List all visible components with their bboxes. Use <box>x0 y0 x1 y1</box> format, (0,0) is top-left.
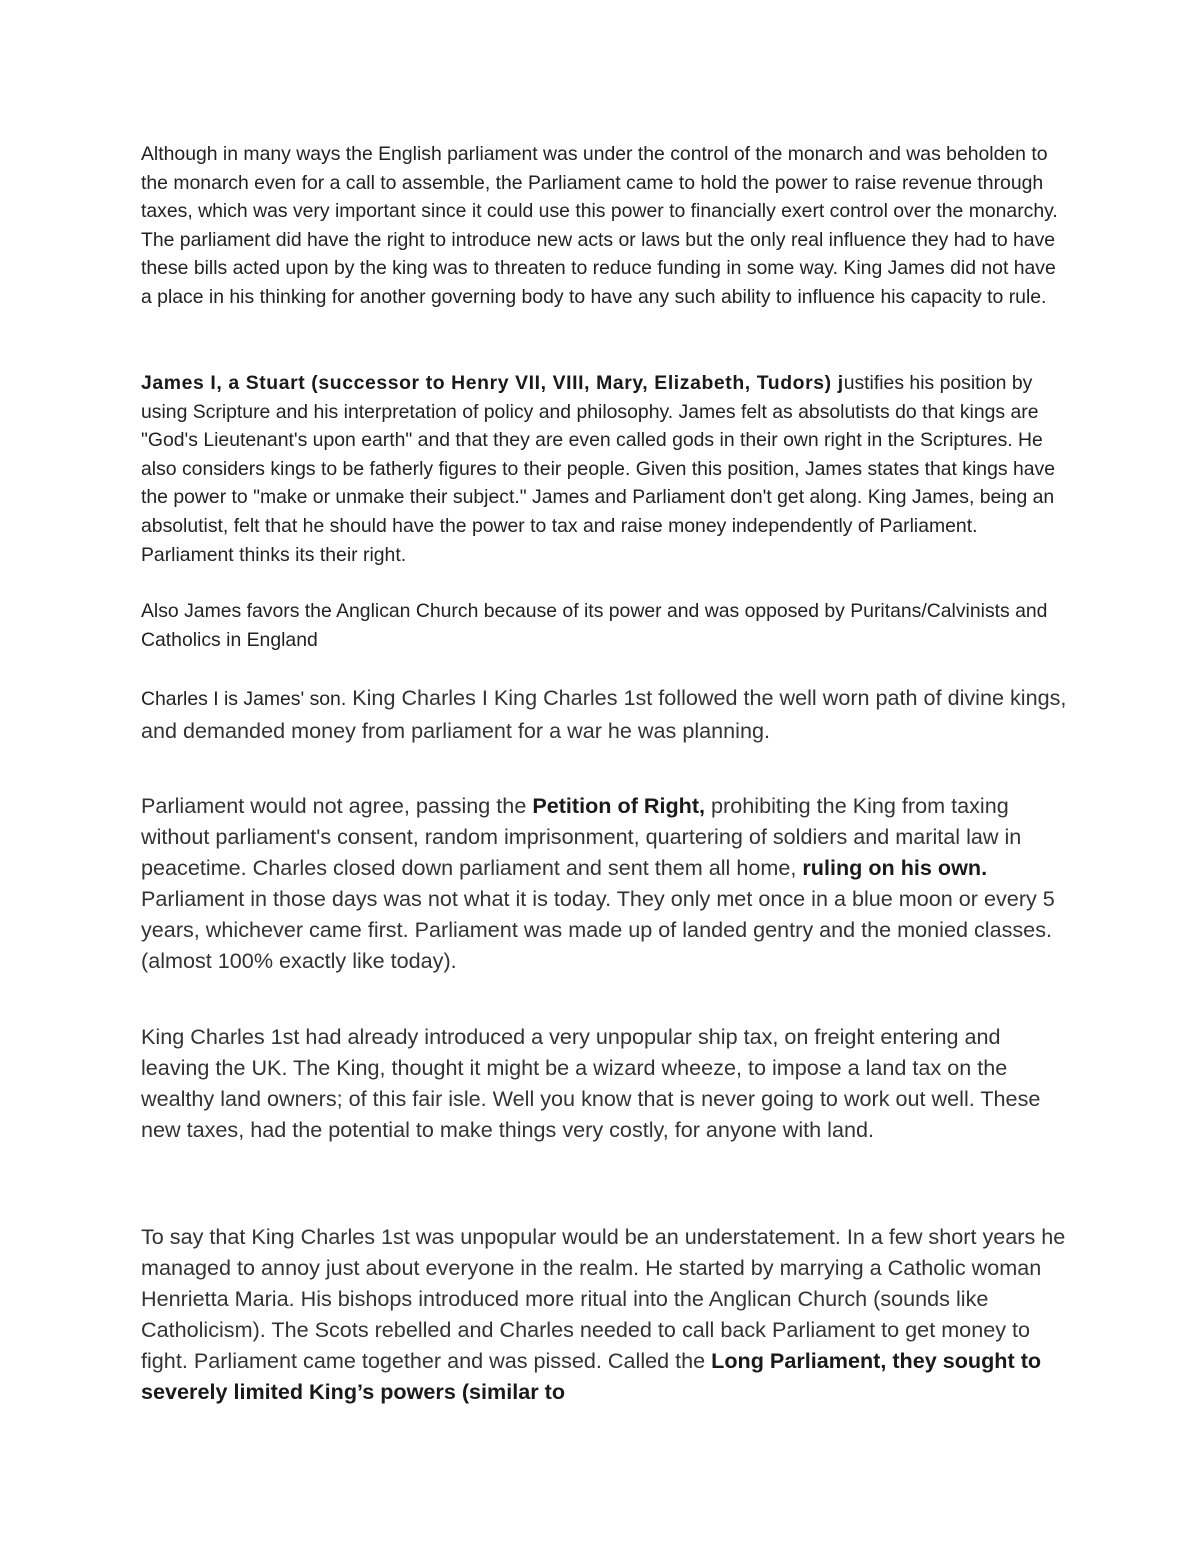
paragraph-unpopular-charles <box>141 1221 1071 1407</box>
james-i-text: ustifies his position by using Scripture and his interpretation of policy and philosophy. James felt as absolutists do that kings are "God's Lieutenant's upon earth" and that they are even called gods in their own right in the Scriptures. He also considers kings to be fatherly figures to their people. Given this position, James states that kings have the power to "make or unmake their subject." James and Parliament don't get along. King James, being an absolutist, felt that he should have the power to tax and raise money independently of Parliament. Parliament thinks its their right. <box>141 372 1056 566</box>
paragraph-anglican-church <box>141 597 1071 654</box>
charles-i-text: King Charles I King Charles 1st followed the well worn path of divine kings, and demanded money from parliament for a war he was planning. <box>141 685 1067 743</box>
paragraph-ship-tax <box>141 1021 1071 1145</box>
ruling-on-his-own-term: ruling on his own. <box>802 855 988 880</box>
paragraph-charles-i <box>141 682 1071 746</box>
long-parliament-term: Long Parliament, they sought to severely limited King’s powers (similar to <box>141 1348 1042 1404</box>
paragraph-parliament-power <box>141 140 1071 312</box>
james-i-heading: James I, a Stuart (successor to Henry VII, VIII, Mary, Elizabeth, Tudors) j <box>141 372 844 394</box>
unpopular-charles-text: To say that King Charles 1st was unpopular would be an understatement. In a few short years he managed to annoy just about everyone in the realm. He started by marrying a Catholic woman Henrietta Maria. His bishops introduced more ritual into the Anglican Church (sounds like Catholicism). The Scots rebelled and Charles needed to call back Parliament to get money to fight. Parliament came together and was pissed. Called the <box>141 1224 1066 1373</box>
petition-text-a: Parliament would not agree, passing the <box>141 793 533 818</box>
ship-tax-text: King Charles 1st had already introduced a very unpopular ship tax, on freight entering and leaving the UK. The King, thought it might be a wizard wheeze, to impose a land tax on the wealthy land owners; of this fair isle. Well you know that is never going to work out well. These new taxes, had the potential to make things very costly, for anyone with land. <box>141 1024 1041 1142</box>
paragraph-petition-of-right <box>141 790 1071 976</box>
petition-text-e: Parliament in those days was not what it is today. They only met once in a blue moon or every 5 years, whichever came first. Parliament was made up of landed gentry and the monied classes. (almost 100% exactly like today). <box>141 886 1055 973</box>
paragraph-james-i <box>141 369 1071 569</box>
anglican-church-text: Also James favors the Anglican Church because of its power and was opposed by Puritans/Calvinists and Catholics in England <box>141 600 1048 651</box>
petition-of-right-term: Petition of Right, <box>532 793 706 818</box>
paragraph-parliament-power-text: Although in many ways the English parliament was under the control of the monarch and was beholden to the monarch even for a call to assemble, the Parliament came to hold the power to raise revenue through taxes, which was very important since it could use this power to financially exert control over the monarchy. The parliament did have the right to introduce new acts or laws but the only real influence they had to have these bills acted upon by the king was to threaten to reduce funding in some way. King James did not have a place in his thinking for another governing body to have any such ability to influence his capacity to rule. <box>141 143 1058 308</box>
charles-i-lead: Charles I is James' son. <box>141 688 347 710</box>
petition-text-c: prohibiting the King from taxing without parliament's consent, random imprisonment, quartering of soldiers and marital law in peacetime. Charles closed down parliament and sent them all home, <box>141 793 1022 880</box>
